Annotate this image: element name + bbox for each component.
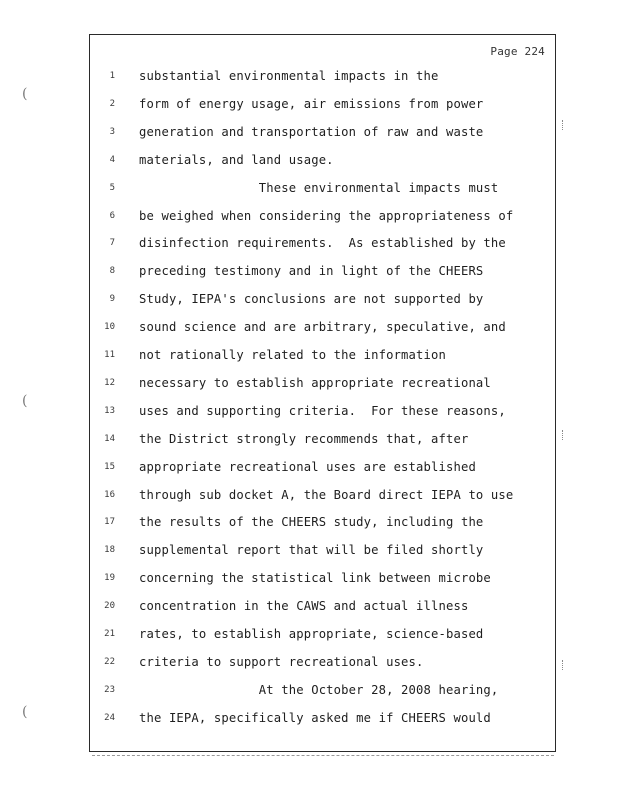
line-number: 18 [104,545,115,556]
transcript-line: form of energy usage, air emissions from power [139,96,484,111]
line-number: 15 [104,461,115,472]
line-number: 13 [104,405,115,416]
transcript-line: concerning the statistical link between microbe [139,571,491,586]
transcript-line: substantial environmental impacts in the [139,69,439,83]
transcript-line: the District strongly recommends that, after [139,431,469,446]
transcript-page [89,34,556,752]
transcript-line: the IEPA, specifically asked me if CHEERS would [139,710,491,725]
line-number: 19 [104,573,115,584]
line-number: 16 [104,489,115,500]
transcript-line: supplemental report that will be filed shortly [139,543,484,558]
line-number: 17 [104,517,115,528]
transcript-line: concentration in the CAWS and actual illness [139,599,469,614]
transcript-line: the results of the CHEERS study, including the [139,515,484,530]
line-number: 6 [109,210,115,221]
transcript-line: uses and supporting criteria. For these reasons, [139,403,506,418]
line-number: 9 [109,294,115,305]
line-number: 7 [109,238,115,249]
transcript-line: necessary to establish appropriate recreational [139,375,491,390]
line-number: 5 [109,182,115,193]
line-number: 2 [109,98,115,109]
line-number: 21 [104,629,115,639]
transcript-line: through sub docket A, the Board direct IEPA to use [139,487,514,502]
transcript-line: Study, IEPA's conclusions are not supported by [139,292,484,307]
scan-artifact [92,755,554,758]
transcript-line: appropriate recreational uses are established [139,459,476,474]
scan-artifact [562,430,565,440]
transcript-line: criteria to support recreational uses. [139,654,424,669]
transcript-line: preceding testimony and in light of the CHEERS [139,264,484,279]
transcript-line: These environmental impacts must [139,180,499,195]
line-number: 14 [104,433,115,444]
binder-hole-mark: ( [22,86,28,102]
scan-artifact [562,120,565,130]
transcript-line: generation and transportation of raw and waste [139,124,484,139]
line-number: 8 [109,266,115,277]
transcript-line: be weighed when considering the appropriateness of [139,208,514,223]
line-number: 3 [109,126,115,137]
line-number: 22 [104,656,115,667]
transcript-line: rates, to establish appropriate, science-based [139,627,484,641]
transcript-line: At the October 28, 2008 hearing, [139,682,499,697]
line-number: 20 [104,601,115,612]
transcript-line: sound science and are arbitrary, speculative, and [139,320,506,335]
line-number: 12 [104,377,115,388]
line-number: 4 [109,154,115,165]
transcript-line: disinfection requirements. As established by the [139,236,506,251]
line-number: 24 [104,712,115,723]
line-number: 11 [104,350,115,360]
scan-artifact [562,660,565,670]
binder-hole-mark: ( [22,704,28,720]
line-number: 23 [104,684,115,695]
page-number: Page 224 [490,45,545,58]
binder-hole-mark: ( [22,393,28,409]
transcript-line: not rationally related to the information [139,348,446,362]
line-number: 1 [109,71,115,81]
transcript-line: materials, and land usage. [139,152,334,167]
line-number: 10 [104,322,115,333]
